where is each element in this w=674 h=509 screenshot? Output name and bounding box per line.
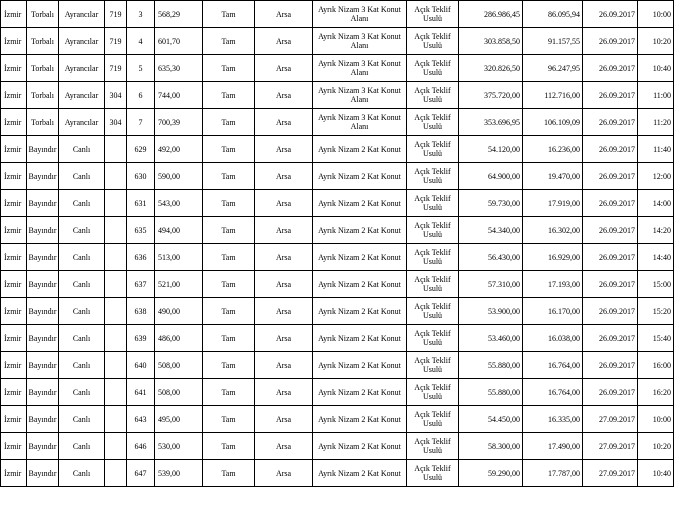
district-cell: Bayındır <box>27 217 59 244</box>
tender-date-cell: 26.09.2017 <box>583 136 638 163</box>
share-cell: Tam <box>203 271 255 298</box>
deposit-cell: 17.490,00 <box>523 433 583 460</box>
province-cell: İzmir <box>1 109 27 136</box>
province-cell: İzmir <box>1 244 27 271</box>
tender-date-cell: 26.09.2017 <box>583 325 638 352</box>
table-row <box>1 298 674 325</box>
estimated-price-cell: 55.880,00 <box>459 352 523 379</box>
tender-time-cell: 10:20 <box>638 28 674 55</box>
district-cell: Bayındır <box>27 433 59 460</box>
zoning-cell: Ayrık Nizam 2 Kat Konut <box>313 325 407 352</box>
estimated-price-cell: 56.430,00 <box>459 244 523 271</box>
estimated-price-cell: 375.720,00 <box>459 82 523 109</box>
property-type-cell: Arsa <box>255 28 313 55</box>
district-cell: Torbalı <box>27 28 59 55</box>
tender-time-cell: 14:00 <box>638 190 674 217</box>
tender-method-cell: Açık Teklif Usulü <box>407 352 459 379</box>
zoning-cell: Ayrık Nizam 2 Kat Konut <box>313 352 407 379</box>
estimated-price-cell: 286.986,45 <box>459 1 523 28</box>
area-cell: 486,00 <box>155 325 203 352</box>
parcel-cell: 4 <box>127 28 155 55</box>
district-cell: Torbalı <box>27 1 59 28</box>
block-cell <box>105 163 127 190</box>
district-cell: Bayındır <box>27 325 59 352</box>
area-cell: 635,30 <box>155 55 203 82</box>
zoning-cell: Ayrık Nizam 3 Kat Konut Alanı <box>313 55 407 82</box>
province-cell: İzmir <box>1 433 27 460</box>
parcel-cell: 639 <box>127 325 155 352</box>
share-cell: Tam <box>203 244 255 271</box>
tender-method-cell: Açık Teklif Usulü <box>407 109 459 136</box>
neighborhood-cell: Canlı <box>59 379 105 406</box>
district-cell: Torbalı <box>27 82 59 109</box>
deposit-cell: 19.470,00 <box>523 163 583 190</box>
parcel-cell: 638 <box>127 298 155 325</box>
tender-time-cell: 10:00 <box>638 1 674 28</box>
province-cell: İzmir <box>1 136 27 163</box>
block-cell <box>105 460 127 487</box>
tender-date-cell: 26.09.2017 <box>583 244 638 271</box>
area-cell: 492,00 <box>155 136 203 163</box>
property-type-cell: Arsa <box>255 271 313 298</box>
share-cell: Tam <box>203 82 255 109</box>
neighborhood-cell: Ayrancılar <box>59 1 105 28</box>
district-cell: Torbalı <box>27 109 59 136</box>
block-cell <box>105 136 127 163</box>
zoning-cell: Ayrık Nizam 2 Kat Konut <box>313 271 407 298</box>
district-cell: Bayındır <box>27 298 59 325</box>
area-cell: 590,00 <box>155 163 203 190</box>
parcel-cell: 7 <box>127 109 155 136</box>
neighborhood-cell: Ayrancılar <box>59 55 105 82</box>
block-cell <box>105 298 127 325</box>
table-row <box>1 379 674 406</box>
zoning-cell: Ayrık Nizam 2 Kat Konut <box>313 298 407 325</box>
tender-time-cell: 16:20 <box>638 379 674 406</box>
block-cell <box>105 433 127 460</box>
property-type-cell: Arsa <box>255 190 313 217</box>
property-type-cell: Arsa <box>255 244 313 271</box>
deposit-cell: 16.764,00 <box>523 352 583 379</box>
deposit-cell: 16.302,00 <box>523 217 583 244</box>
block-cell <box>105 244 127 271</box>
share-cell: Tam <box>203 217 255 244</box>
table-row <box>1 28 674 55</box>
deposit-cell: 91.157,55 <box>523 28 583 55</box>
tender-method-cell: Açık Teklif Usulü <box>407 271 459 298</box>
area-cell: 508,00 <box>155 352 203 379</box>
share-cell: Tam <box>203 379 255 406</box>
zoning-cell: Ayrık Nizam 2 Kat Konut <box>313 244 407 271</box>
neighborhood-cell: Canlı <box>59 460 105 487</box>
block-cell <box>105 379 127 406</box>
province-cell: İzmir <box>1 28 27 55</box>
parcel-cell: 641 <box>127 379 155 406</box>
area-cell: 700,39 <box>155 109 203 136</box>
share-cell: Tam <box>203 325 255 352</box>
block-cell <box>105 325 127 352</box>
province-cell: İzmir <box>1 163 27 190</box>
zoning-cell: Ayrık Nizam 2 Kat Konut <box>313 136 407 163</box>
neighborhood-cell: Ayrancılar <box>59 109 105 136</box>
estimated-price-cell: 59.730,00 <box>459 190 523 217</box>
deposit-cell: 17.193,00 <box>523 271 583 298</box>
tender-time-cell: 10:40 <box>638 55 674 82</box>
table-row <box>1 244 674 271</box>
tender-time-cell: 16:00 <box>638 352 674 379</box>
zoning-cell: Ayrık Nizam 2 Kat Konut <box>313 217 407 244</box>
estimated-price-cell: 53.460,00 <box>459 325 523 352</box>
property-type-cell: Arsa <box>255 379 313 406</box>
tender-time-cell: 11:40 <box>638 136 674 163</box>
tender-date-cell: 26.09.2017 <box>583 28 638 55</box>
share-cell: Tam <box>203 1 255 28</box>
deposit-cell: 17.787,00 <box>523 460 583 487</box>
neighborhood-cell: Canlı <box>59 190 105 217</box>
tender-time-cell: 11:20 <box>638 109 674 136</box>
zoning-cell: Ayrık Nizam 2 Kat Konut <box>313 163 407 190</box>
parcel-cell: 636 <box>127 244 155 271</box>
area-cell: 513,00 <box>155 244 203 271</box>
province-cell: İzmir <box>1 352 27 379</box>
tender-time-cell: 11:00 <box>638 82 674 109</box>
tender-time-cell: 15:00 <box>638 271 674 298</box>
deposit-cell: 16.236,00 <box>523 136 583 163</box>
table-row <box>1 271 674 298</box>
zoning-cell: Ayrık Nizam 3 Kat Konut Alanı <box>313 28 407 55</box>
table-row <box>1 163 674 190</box>
table-row <box>1 136 674 163</box>
property-type-cell: Arsa <box>255 55 313 82</box>
deposit-cell: 96.247,95 <box>523 55 583 82</box>
table-row <box>1 325 674 352</box>
share-cell: Tam <box>203 298 255 325</box>
district-cell: Bayındır <box>27 379 59 406</box>
district-cell: Bayındır <box>27 136 59 163</box>
property-type-cell: Arsa <box>255 217 313 244</box>
zoning-cell: Ayrık Nizam 2 Kat Konut <box>313 379 407 406</box>
tender-method-cell: Açık Teklif Usulü <box>407 460 459 487</box>
tender-date-cell: 26.09.2017 <box>583 298 638 325</box>
table-row <box>1 190 674 217</box>
estimated-price-cell: 53.900,00 <box>459 298 523 325</box>
zoning-cell: Ayrık Nizam 2 Kat Konut <box>313 406 407 433</box>
property-type-cell: Arsa <box>255 1 313 28</box>
district-cell: Bayındır <box>27 163 59 190</box>
neighborhood-cell: Canlı <box>59 244 105 271</box>
area-cell: 539,00 <box>155 460 203 487</box>
share-cell: Tam <box>203 406 255 433</box>
zoning-cell: Ayrık Nizam 2 Kat Konut <box>313 433 407 460</box>
province-cell: İzmir <box>1 1 27 28</box>
estimated-price-cell: 64.900,00 <box>459 163 523 190</box>
province-cell: İzmir <box>1 298 27 325</box>
share-cell: Tam <box>203 352 255 379</box>
block-cell: 719 <box>105 1 127 28</box>
area-cell: 490,00 <box>155 298 203 325</box>
share-cell: Tam <box>203 163 255 190</box>
parcel-cell: 646 <box>127 433 155 460</box>
block-cell: 719 <box>105 28 127 55</box>
zoning-cell: Ayrık Nizam 3 Kat Konut Alanı <box>313 109 407 136</box>
area-cell: 508,00 <box>155 379 203 406</box>
parcel-cell: 637 <box>127 271 155 298</box>
block-cell: 304 <box>105 82 127 109</box>
share-cell: Tam <box>203 433 255 460</box>
neighborhood-cell: Canlı <box>59 325 105 352</box>
tender-date-cell: 26.09.2017 <box>583 82 638 109</box>
block-cell: 719 <box>105 55 127 82</box>
tender-time-cell: 14:20 <box>638 217 674 244</box>
estimated-price-cell: 54.340,00 <box>459 217 523 244</box>
tender-method-cell: Açık Teklif Usulü <box>407 433 459 460</box>
tender-method-cell: Açık Teklif Usulü <box>407 217 459 244</box>
neighborhood-cell: Canlı <box>59 271 105 298</box>
district-cell: Bayındır <box>27 460 59 487</box>
block-cell <box>105 190 127 217</box>
district-cell: Bayındır <box>27 190 59 217</box>
tender-method-cell: Açık Teklif Usulü <box>407 406 459 433</box>
tender-method-cell: Açık Teklif Usulü <box>407 28 459 55</box>
tender-date-cell: 27.09.2017 <box>583 406 638 433</box>
block-cell <box>105 271 127 298</box>
parcel-cell: 647 <box>127 460 155 487</box>
property-type-cell: Arsa <box>255 406 313 433</box>
province-cell: İzmir <box>1 325 27 352</box>
table-row <box>1 82 674 109</box>
parcel-cell: 631 <box>127 190 155 217</box>
table-row <box>1 352 674 379</box>
province-cell: İzmir <box>1 82 27 109</box>
tender-method-cell: Açık Teklif Usulü <box>407 190 459 217</box>
parcel-cell: 629 <box>127 136 155 163</box>
area-cell: 543,00 <box>155 190 203 217</box>
province-cell: İzmir <box>1 460 27 487</box>
tender-time-cell: 10:00 <box>638 406 674 433</box>
district-cell: Torbalı <box>27 55 59 82</box>
deposit-cell: 17.919,00 <box>523 190 583 217</box>
tender-date-cell: 27.09.2017 <box>583 433 638 460</box>
tender-time-cell: 15:20 <box>638 298 674 325</box>
property-type-cell: Arsa <box>255 352 313 379</box>
table-row <box>1 109 674 136</box>
parcel-cell: 6 <box>127 82 155 109</box>
area-cell: 744,00 <box>155 82 203 109</box>
area-cell: 530,00 <box>155 433 203 460</box>
parcel-cell: 635 <box>127 217 155 244</box>
area-cell: 601,70 <box>155 28 203 55</box>
tender-method-cell: Açık Teklif Usulü <box>407 325 459 352</box>
parcel-cell: 630 <box>127 163 155 190</box>
deposit-cell: 86.095,94 <box>523 1 583 28</box>
tender-method-cell: Açık Teklif Usulü <box>407 244 459 271</box>
district-cell: Bayındır <box>27 244 59 271</box>
tender-date-cell: 26.09.2017 <box>583 1 638 28</box>
deposit-cell: 112.716,00 <box>523 82 583 109</box>
estimated-price-cell: 54.120,00 <box>459 136 523 163</box>
tender-date-cell: 26.09.2017 <box>583 55 638 82</box>
deposit-cell: 16.170,00 <box>523 298 583 325</box>
share-cell: Tam <box>203 136 255 163</box>
table-body <box>1 1 674 487</box>
parcel-cell: 640 <box>127 352 155 379</box>
zoning-cell: Ayrık Nizam 3 Kat Konut Alanı <box>313 82 407 109</box>
deposit-cell: 16.929,00 <box>523 244 583 271</box>
parcel-cell: 5 <box>127 55 155 82</box>
tender-date-cell: 27.09.2017 <box>583 460 638 487</box>
province-cell: İzmir <box>1 190 27 217</box>
tender-time-cell: 14:40 <box>638 244 674 271</box>
area-cell: 568,29 <box>155 1 203 28</box>
tender-date-cell: 26.09.2017 <box>583 109 638 136</box>
table-row <box>1 1 674 28</box>
neighborhood-cell: Canlı <box>59 217 105 244</box>
table-row <box>1 406 674 433</box>
estimated-price-cell: 59.290,00 <box>459 460 523 487</box>
property-type-cell: Arsa <box>255 163 313 190</box>
parcel-cell: 3 <box>127 1 155 28</box>
tender-date-cell: 26.09.2017 <box>583 190 638 217</box>
tender-method-cell: Açık Teklif Usulü <box>407 55 459 82</box>
neighborhood-cell: Ayrancılar <box>59 82 105 109</box>
zoning-cell: Ayrık Nizam 2 Kat Konut <box>313 190 407 217</box>
deposit-cell: 106.109,09 <box>523 109 583 136</box>
table-row <box>1 460 674 487</box>
area-cell: 495,00 <box>155 406 203 433</box>
tender-date-cell: 26.09.2017 <box>583 163 638 190</box>
deposit-cell: 16.764,00 <box>523 379 583 406</box>
area-cell: 494,00 <box>155 217 203 244</box>
neighborhood-cell: Canlı <box>59 136 105 163</box>
tender-method-cell: Açık Teklif Usulü <box>407 136 459 163</box>
zoning-cell: Ayrık Nizam 3 Kat Konut Alanı <box>313 1 407 28</box>
share-cell: Tam <box>203 190 255 217</box>
tender-method-cell: Açık Teklif Usulü <box>407 379 459 406</box>
property-type-cell: Arsa <box>255 109 313 136</box>
tender-date-cell: 26.09.2017 <box>583 352 638 379</box>
property-type-cell: Arsa <box>255 433 313 460</box>
share-cell: Tam <box>203 55 255 82</box>
province-cell: İzmir <box>1 406 27 433</box>
neighborhood-cell: Canlı <box>59 163 105 190</box>
deposit-cell: 16.335,00 <box>523 406 583 433</box>
table-row <box>1 55 674 82</box>
parcel-cell: 643 <box>127 406 155 433</box>
estimated-price-cell: 57.310,00 <box>459 271 523 298</box>
table-row <box>1 217 674 244</box>
estimated-price-cell: 58.300,00 <box>459 433 523 460</box>
district-cell: Bayındır <box>27 406 59 433</box>
neighborhood-cell: Canlı <box>59 433 105 460</box>
estimated-price-cell: 55.880,00 <box>459 379 523 406</box>
zoning-cell: Ayrık Nizam 2 Kat Konut <box>313 460 407 487</box>
tender-method-cell: Açık Teklif Usulü <box>407 163 459 190</box>
share-cell: Tam <box>203 109 255 136</box>
estimated-price-cell: 54.450,00 <box>459 406 523 433</box>
tender-date-cell: 26.09.2017 <box>583 217 638 244</box>
tender-time-cell: 12:00 <box>638 163 674 190</box>
share-cell: Tam <box>203 28 255 55</box>
district-cell: Bayındır <box>27 352 59 379</box>
tender-time-cell: 15:40 <box>638 325 674 352</box>
tender-method-cell: Açık Teklif Usulü <box>407 82 459 109</box>
area-cell: 521,00 <box>155 271 203 298</box>
neighborhood-cell: Canlı <box>59 298 105 325</box>
property-type-cell: Arsa <box>255 136 313 163</box>
tender-method-cell: Açık Teklif Usulü <box>407 298 459 325</box>
property-type-cell: Arsa <box>255 325 313 352</box>
block-cell <box>105 406 127 433</box>
tender-time-cell: 10:40 <box>638 460 674 487</box>
deposit-cell: 16.038,00 <box>523 325 583 352</box>
property-type-cell: Arsa <box>255 82 313 109</box>
tender-date-cell: 26.09.2017 <box>583 271 638 298</box>
tender-method-cell: Açık Teklif Usulü <box>407 1 459 28</box>
neighborhood-cell: Canlı <box>59 352 105 379</box>
estimated-price-cell: 353.696,95 <box>459 109 523 136</box>
tender-date-cell: 26.09.2017 <box>583 379 638 406</box>
property-type-cell: Arsa <box>255 460 313 487</box>
province-cell: İzmir <box>1 217 27 244</box>
block-cell <box>105 352 127 379</box>
property-type-cell: Arsa <box>255 298 313 325</box>
table-row <box>1 433 674 460</box>
share-cell: Tam <box>203 460 255 487</box>
block-cell: 304 <box>105 109 127 136</box>
district-cell: Bayındır <box>27 271 59 298</box>
neighborhood-cell: Canlı <box>59 406 105 433</box>
province-cell: İzmir <box>1 271 27 298</box>
neighborhood-cell: Ayrancılar <box>59 28 105 55</box>
province-cell: İzmir <box>1 379 27 406</box>
tender-time-cell: 10:20 <box>638 433 674 460</box>
estimated-price-cell: 320.826,50 <box>459 55 523 82</box>
estimated-price-cell: 303.858,50 <box>459 28 523 55</box>
province-cell: İzmir <box>1 55 27 82</box>
block-cell <box>105 217 127 244</box>
